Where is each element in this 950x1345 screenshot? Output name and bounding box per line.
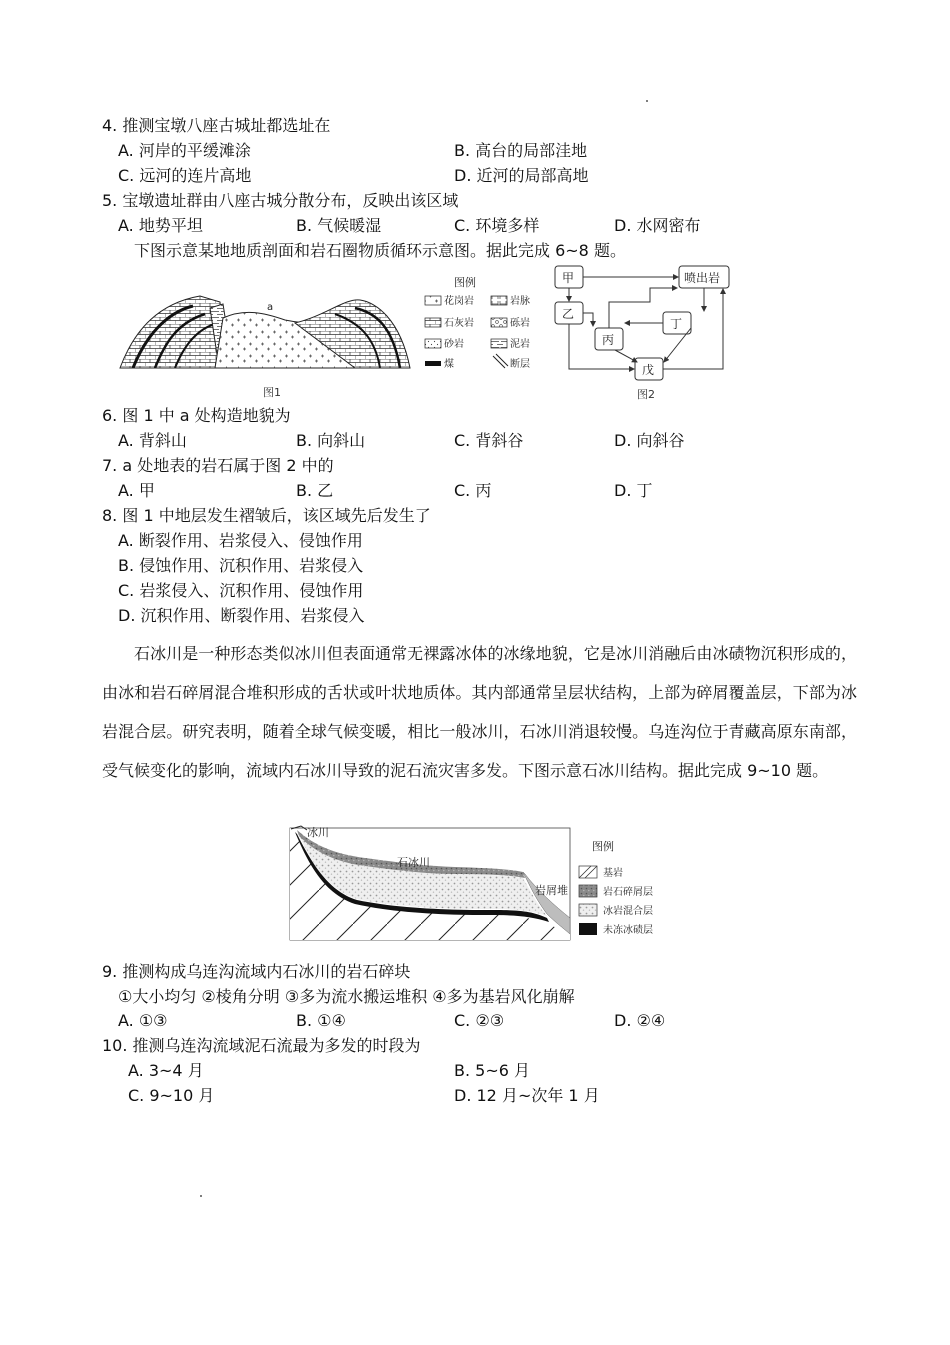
- legend-conglomerate-label: 砾岩: [510, 318, 530, 329]
- q4-option-b: B. 高台的局部洼地: [454, 141, 588, 160]
- legend-bedrock: [579, 866, 623, 879]
- fig1-point-a: a: [267, 302, 274, 313]
- fig2-caption: 图2: [637, 388, 655, 401]
- box-extrusive-rock-label: 喷出岩: [684, 271, 721, 285]
- legend-ice-rock-layer-label: 冰岩混合层: [603, 906, 653, 917]
- q7-option-b: B. 乙: [296, 481, 334, 500]
- legend-fault-label: 断层: [510, 359, 530, 370]
- legend-coal-label: 煤: [444, 359, 454, 370]
- q8-option-a: A. 断裂作用、岩浆侵入、侵蚀作用: [118, 531, 363, 550]
- box-jia: [555, 266, 583, 288]
- q7-option-d: D. 丁: [614, 481, 653, 500]
- q9-statements: ①大小均匀 ②棱角分明 ③多为流水搬运堆积 ④多为基岩风化崩解: [118, 987, 575, 1006]
- box-bing: [595, 328, 623, 350]
- box-wu: [635, 358, 663, 380]
- fig1-caption: 图1: [263, 386, 281, 399]
- q6-option-d: D. 向斜谷: [614, 431, 685, 450]
- q8-option-d: D. 沉积作用、断裂作用、岩浆侵入: [118, 606, 365, 625]
- figure-1-geologic-profile: [115, 268, 545, 404]
- q6-option-b: B. 向斜山: [296, 431, 366, 450]
- q4-option-a: A. 河岸的平缓滩涂: [118, 141, 251, 160]
- legend-unfrozen-till-label: 未冻冰碛层: [603, 925, 653, 936]
- legend-conglomerate: [491, 316, 530, 329]
- legend-coal: [425, 357, 454, 370]
- q10-option-d: D. 12 月~次年 1 月: [454, 1086, 600, 1105]
- legend-granite: [425, 294, 474, 307]
- q8-stem: 8. 图 1 中地层发生褶皱后，该区域先后发生了: [102, 506, 431, 525]
- q5-stem: 5. 宝墩遗址群由八座古城分散分布，反映出该区域: [102, 191, 459, 210]
- q4-stem: 4. 推测宝墩八座古城址都选址在: [102, 116, 331, 135]
- q5-option-d: D. 水网密布: [614, 216, 701, 235]
- q5-option-c: C. 环境多样: [454, 216, 540, 235]
- legend-sandstone-label: 砂岩: [444, 339, 464, 350]
- q9-option-a: A. ①③: [118, 1011, 168, 1030]
- q9-option-b: B. ①④: [296, 1011, 346, 1030]
- q8-option-c: C. 岩浆侵入、沉积作用、侵蚀作用: [118, 581, 364, 600]
- q10-option-b: B. 5~6 月: [454, 1061, 531, 1080]
- box-ding: [663, 312, 691, 334]
- q7-stem: 7. a 处地表的岩石属于图 2 中的: [102, 456, 334, 475]
- legend-debris-layer-label: 岩石碎屑层: [603, 887, 653, 898]
- q5-option-b: B. 气候暖湿: [296, 216, 382, 235]
- box-wu-label: 戊: [642, 363, 655, 377]
- fig3-label-rock-glacier: 石冰川: [397, 856, 430, 869]
- legend-dyke: [491, 294, 530, 307]
- legend-unfrozen-till: [579, 923, 653, 936]
- cycle-arrows: [569, 277, 723, 369]
- q6-option-c: C. 背斜谷: [454, 431, 524, 450]
- page-speck-bottom: [200, 1195, 202, 1197]
- q10-stem: 10. 推测乌连沟流域泥石流最为多发的时段为: [102, 1036, 421, 1055]
- legend-sandstone: [425, 337, 464, 350]
- legend-granite-label: 花岗岩: [444, 296, 474, 307]
- q10-option-c: C. 9~10 月: [128, 1086, 215, 1105]
- q9-stem: 9. 推测构成乌连沟流域内石冰川的岩石碎块: [102, 962, 411, 981]
- legend-limestone-label: 石灰岩: [444, 318, 474, 329]
- q7-option-c: C. 丙: [454, 481, 492, 500]
- fig3-label-talus: 岩屑堆: [535, 884, 568, 897]
- legend-mudstone: [491, 337, 530, 350]
- box-yi-label: 乙: [562, 307, 575, 321]
- legend-limestone: [425, 316, 474, 329]
- legend-ice-rock-layer: [579, 904, 653, 917]
- box-bing-label: 丙: [602, 333, 615, 347]
- box-extrusive-rock: [679, 266, 729, 288]
- legend-mudstone-label: 泥岩: [510, 339, 530, 350]
- box-yi: [555, 302, 583, 324]
- q6-stem: 6. 图 1 中 a 处构造地貌为: [102, 406, 291, 425]
- q10-option-a: A. 3~4 月: [128, 1061, 204, 1080]
- q9-option-c: C. ②③: [454, 1011, 505, 1030]
- q4-option-d: D. 近河的局部高地: [454, 166, 589, 185]
- legend-fault: [493, 354, 530, 370]
- box-ding-label: 丁: [670, 317, 683, 331]
- legend-dyke-label: 岩脉: [510, 296, 530, 307]
- q6-option-a: A. 背斜山: [118, 431, 187, 450]
- fig1-legend-title: 图例: [454, 276, 476, 289]
- legend-debris-layer: [579, 885, 653, 898]
- intro-6-8: 下图示意某地地质剖面和岩石圈物质循环示意图。据此完成 6~8 题。: [134, 241, 626, 260]
- q4-option-c: C. 远河的连片高地: [118, 166, 252, 185]
- figure-3-rock-glacier: [285, 822, 677, 944]
- page-speck-top: [646, 100, 648, 102]
- q9-option-d: D. ②④: [614, 1011, 666, 1030]
- fig3-legend-title: 图例: [592, 840, 614, 853]
- fig3-label-glacier: 冰川: [307, 826, 329, 839]
- passage-rock-glacier: 石冰川是一种形态类似冰川但表面通常无裸露冰体的冰缘地貌，它是冰川消融后由冰碛物沉积形成的，由冰和岩石碎屑混合堆积形成的舌状或叶状地质体。其内部通常呈层状结构，上部为碎屑覆盖层，下部为冰岩混合层。研究表明，随着全球气候变暖，相比一般冰川，石冰川消退较慢。乌连沟位于青藏高原东南部，受气候变化的影响，流域内石冰川导致的泥石流灾害多发。下图示意石冰川结构。据此完成 9~10 题。: [102, 644, 857, 780]
- q5-option-a: A. 地势平坦: [118, 216, 203, 235]
- figure-2-rock-cycle: [545, 262, 735, 404]
- q8-option-b: B. 侵蚀作用、沉积作用、岩浆侵入: [118, 556, 364, 575]
- box-jia-label: 甲: [562, 271, 575, 285]
- legend-bedrock-label: 基岩: [603, 868, 623, 879]
- q7-option-a: A. 甲: [118, 481, 155, 500]
